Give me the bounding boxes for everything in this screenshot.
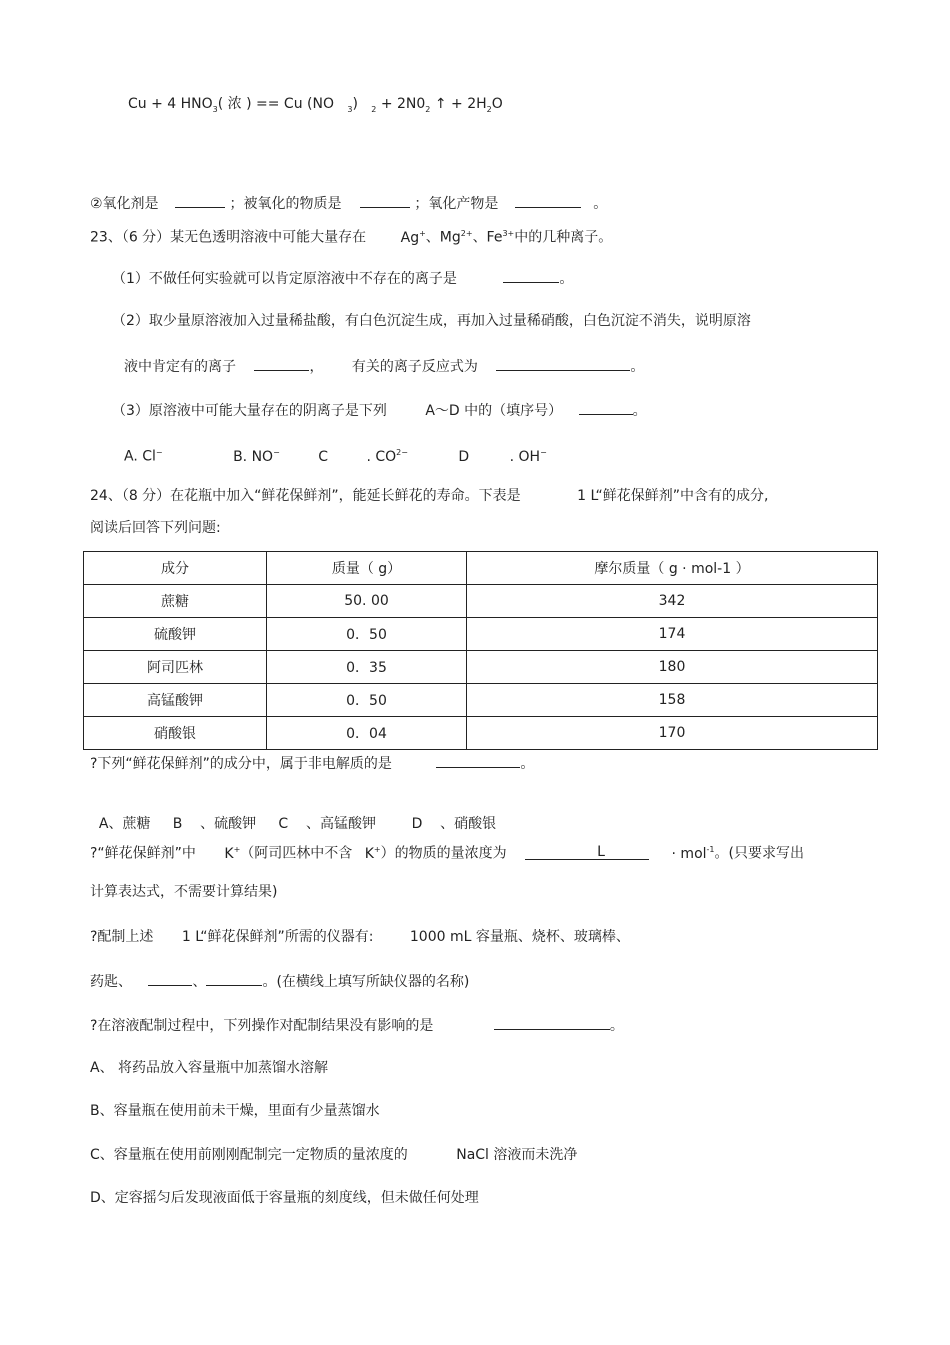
answer-blank[interactable] — [503, 268, 559, 283]
superscript: + — [373, 845, 381, 854]
ion-fe: 、Fe — [472, 229, 503, 246]
q24-item2 — [90, 841, 804, 863]
option-text: B、容量瓶在使用前未干燥，里面有少量蒸馏水 — [90, 1103, 380, 1119]
table-cell: 158 — [467, 684, 878, 717]
superscript: + — [419, 229, 426, 238]
equation-lhs: Cu + 4 HNO — [128, 96, 213, 112]
subscript: 3 — [212, 104, 218, 114]
q23-text: 。 — [632, 403, 647, 419]
table-cell: 342 — [467, 585, 878, 618]
ion-ag: Ag — [400, 229, 420, 246]
q24-text: · mol — [671, 845, 707, 862]
q24-text: 1 L“鲜花保鲜剂”所需的仪器有: — [181, 929, 374, 945]
q24-text: K — [224, 845, 234, 862]
table-row — [84, 684, 878, 717]
answer-blank[interactable] — [254, 356, 309, 371]
q24-text: ）的物质的量浓度为 — [380, 845, 507, 862]
q23-text: ， — [309, 359, 324, 375]
superscript: -1 — [706, 845, 715, 854]
q22-text: 。 — [593, 196, 608, 212]
subscript: 2 — [425, 104, 431, 114]
equation-rhs: + 2N0 — [380, 96, 426, 112]
table-row — [84, 585, 878, 618]
table-header: 成分 — [84, 552, 267, 585]
q23-text: A～D 中的（填序号） — [425, 403, 563, 419]
q24-heading-line2 — [90, 519, 221, 537]
q24-text: 阅读后回答下列问题: — [90, 520, 221, 536]
q24-text: ?在溶液配制过程中，下列操作对配制结果没有影响的是 — [90, 1018, 434, 1034]
q24-text: ?“鲜花保鲜剂”中 — [90, 845, 196, 862]
q24-text: 1000 mL 容量瓶、烧杯、玻璃棒、 — [409, 929, 630, 945]
q22-part2 — [90, 193, 607, 213]
q24-text: 、 — [192, 974, 207, 990]
subscript: 3 — [347, 104, 353, 114]
subscript: 2 — [486, 104, 492, 114]
superscript: − — [155, 448, 163, 457]
answer-blank[interactable] — [525, 845, 649, 860]
q24-text: ?下列“鲜花保鲜剂”的成分中，属于非电解质的是 — [90, 756, 392, 772]
option-text: C、容量瓶在使用前刚刚配制完一定物质的量浓度的 — [90, 1147, 408, 1163]
option-a: A. Cl — [124, 448, 156, 465]
table-cell: 174 — [467, 618, 878, 651]
answer-blank[interactable] — [148, 971, 192, 986]
q23-options — [124, 444, 547, 466]
table-cell: 180 — [467, 651, 878, 684]
table-row — [84, 651, 878, 684]
answer-blank[interactable] — [360, 193, 410, 208]
superscript: 2+ — [460, 229, 473, 238]
answer-blank[interactable] — [496, 356, 630, 371]
equation-water-a: + 2H — [451, 96, 487, 112]
q23-heading — [90, 225, 612, 247]
q24-option-c — [90, 1146, 577, 1164]
superscript: − — [273, 448, 280, 457]
option-text: A、 将药品放入容量瓶中加蒸馏水溶解 — [90, 1060, 329, 1076]
q24-text: 24、（8 分）在花瓶中加入“鲜花保鲜剂”，能延长鲜花的寿命。下表是 — [90, 488, 521, 504]
q23-text: 。 — [630, 359, 645, 375]
q24-options: A、蔗糖 B 、硫酸钾 C 、高锰酸钾 D 、硝酸银 — [98, 816, 497, 832]
answer-blank[interactable] — [175, 193, 225, 208]
q24-text: 1 L“鲜花保鲜剂”中含有的成分, — [577, 488, 769, 504]
table-cell: 蔗糖 — [84, 585, 267, 618]
q23-text: （1）不做任何实验就可以肯定原溶液中不存在的离子是 — [112, 271, 457, 287]
answer-blank[interactable] — [515, 193, 581, 208]
option-d: D — [458, 448, 470, 465]
option-c: C — [318, 448, 328, 465]
q23-text: 中的几种离子。 — [514, 229, 613, 246]
table-header-row — [84, 552, 878, 585]
q24-item4 — [90, 1015, 624, 1035]
ingredient-table — [83, 551, 878, 750]
q23-text: 有关的离子反应式为 — [351, 359, 478, 375]
table-cell: 170 — [467, 717, 878, 750]
option-text: NaCl 溶液而未洗净 — [456, 1147, 578, 1163]
table-cell: 0．50 — [267, 684, 467, 717]
q23-text: （3）原溶液中可能大量存在的阴离子是下列 — [112, 403, 387, 419]
q23-sub2 — [112, 312, 751, 330]
q24-text: ?配制上述 — [90, 929, 154, 945]
q24-text: （阿司匹林中不含 — [240, 845, 353, 862]
option-b: B. NO — [233, 448, 274, 465]
q22-text: ②氧化剂是 — [90, 196, 159, 212]
table-cell: 硝酸银 — [84, 717, 267, 750]
equation-paren: ) — [352, 96, 358, 112]
table-cell: 高锰酸钾 — [84, 684, 267, 717]
superscript: − — [540, 448, 547, 457]
table-cell: 阿司匹林 — [84, 651, 267, 684]
q24-option-a — [90, 1059, 328, 1077]
option-text: D、定容摇匀后发现液面低于容量瓶的刻度线，但未做任何处理 — [90, 1190, 479, 1206]
q23-text: 。 — [559, 271, 574, 287]
q23-text: 液中肯定有的离子 — [124, 359, 236, 375]
q24-option-b — [90, 1102, 380, 1120]
up-arrow-icon: ↑ — [434, 96, 447, 112]
superscript: 3+ — [502, 229, 515, 238]
table-header: 摩尔质量（ g · mol-1 ） — [467, 552, 878, 585]
table-cell: 50. 00 — [267, 585, 467, 618]
equation-line — [128, 95, 503, 119]
q23-sub1 — [112, 268, 573, 288]
table-row — [84, 618, 878, 651]
table-cell: 0．04 — [267, 717, 467, 750]
q24-text: 。 — [609, 1018, 624, 1034]
ion-mg: 、Mg — [425, 229, 461, 246]
q24-text: 。 — [520, 756, 535, 772]
equation-water-b: O — [491, 96, 503, 112]
q24-text: 。(在横线上填写所缺仪器的名称) — [262, 974, 470, 990]
superscript: 2− — [396, 448, 408, 457]
q23-sub3 — [112, 400, 647, 420]
superscript: + — [233, 845, 241, 854]
q24-option-d — [90, 1189, 479, 1207]
option-d-ion: . OH — [509, 448, 541, 465]
q23-sub2-line2 — [124, 356, 644, 376]
q24-item1-options — [90, 797, 496, 833]
answer-blank[interactable] — [206, 971, 262, 986]
q22-text: ；氧化产物是 — [414, 196, 499, 212]
option-c-ion: . CO — [366, 448, 397, 465]
q24-item2-line2 — [90, 883, 277, 901]
table-cell: 0．35 — [267, 651, 467, 684]
unit-label: L — [597, 843, 605, 860]
answer-blank[interactable] — [436, 753, 520, 768]
subscript: 2 — [371, 104, 377, 114]
q24-item1 — [90, 753, 534, 773]
answer-blank[interactable] — [579, 400, 633, 415]
table-header: 质量（ g） — [267, 552, 467, 585]
q23-text: 23、（6 分）某无色透明溶液中可能大量存在 — [90, 229, 367, 246]
answer-blank[interactable] — [494, 1015, 610, 1030]
equation-condition: ( 浓 ) == Cu (NO — [217, 96, 334, 112]
q24-item3 — [90, 928, 630, 946]
q24-text: 计算表达式，不需要计算结果) — [90, 884, 278, 900]
table-cell: 0．50 — [267, 618, 467, 651]
q24-item3-line2 — [90, 971, 469, 991]
q24-text: K — [364, 845, 374, 862]
q24-heading — [90, 487, 768, 505]
table-row — [84, 717, 878, 750]
table-cell: 硫酸钾 — [84, 618, 267, 651]
q23-text: （2）取少量原溶液加入过量稀盐酸，有白色沉淀生成，再加入过量稀硝酸，白色沉淀不消失，说明原溶 — [112, 313, 751, 329]
q24-text: 药匙、 — [90, 974, 132, 990]
q22-text: ；被氧化的物质是 — [229, 196, 342, 212]
q24-text: 。(只要求写出 — [714, 845, 804, 862]
